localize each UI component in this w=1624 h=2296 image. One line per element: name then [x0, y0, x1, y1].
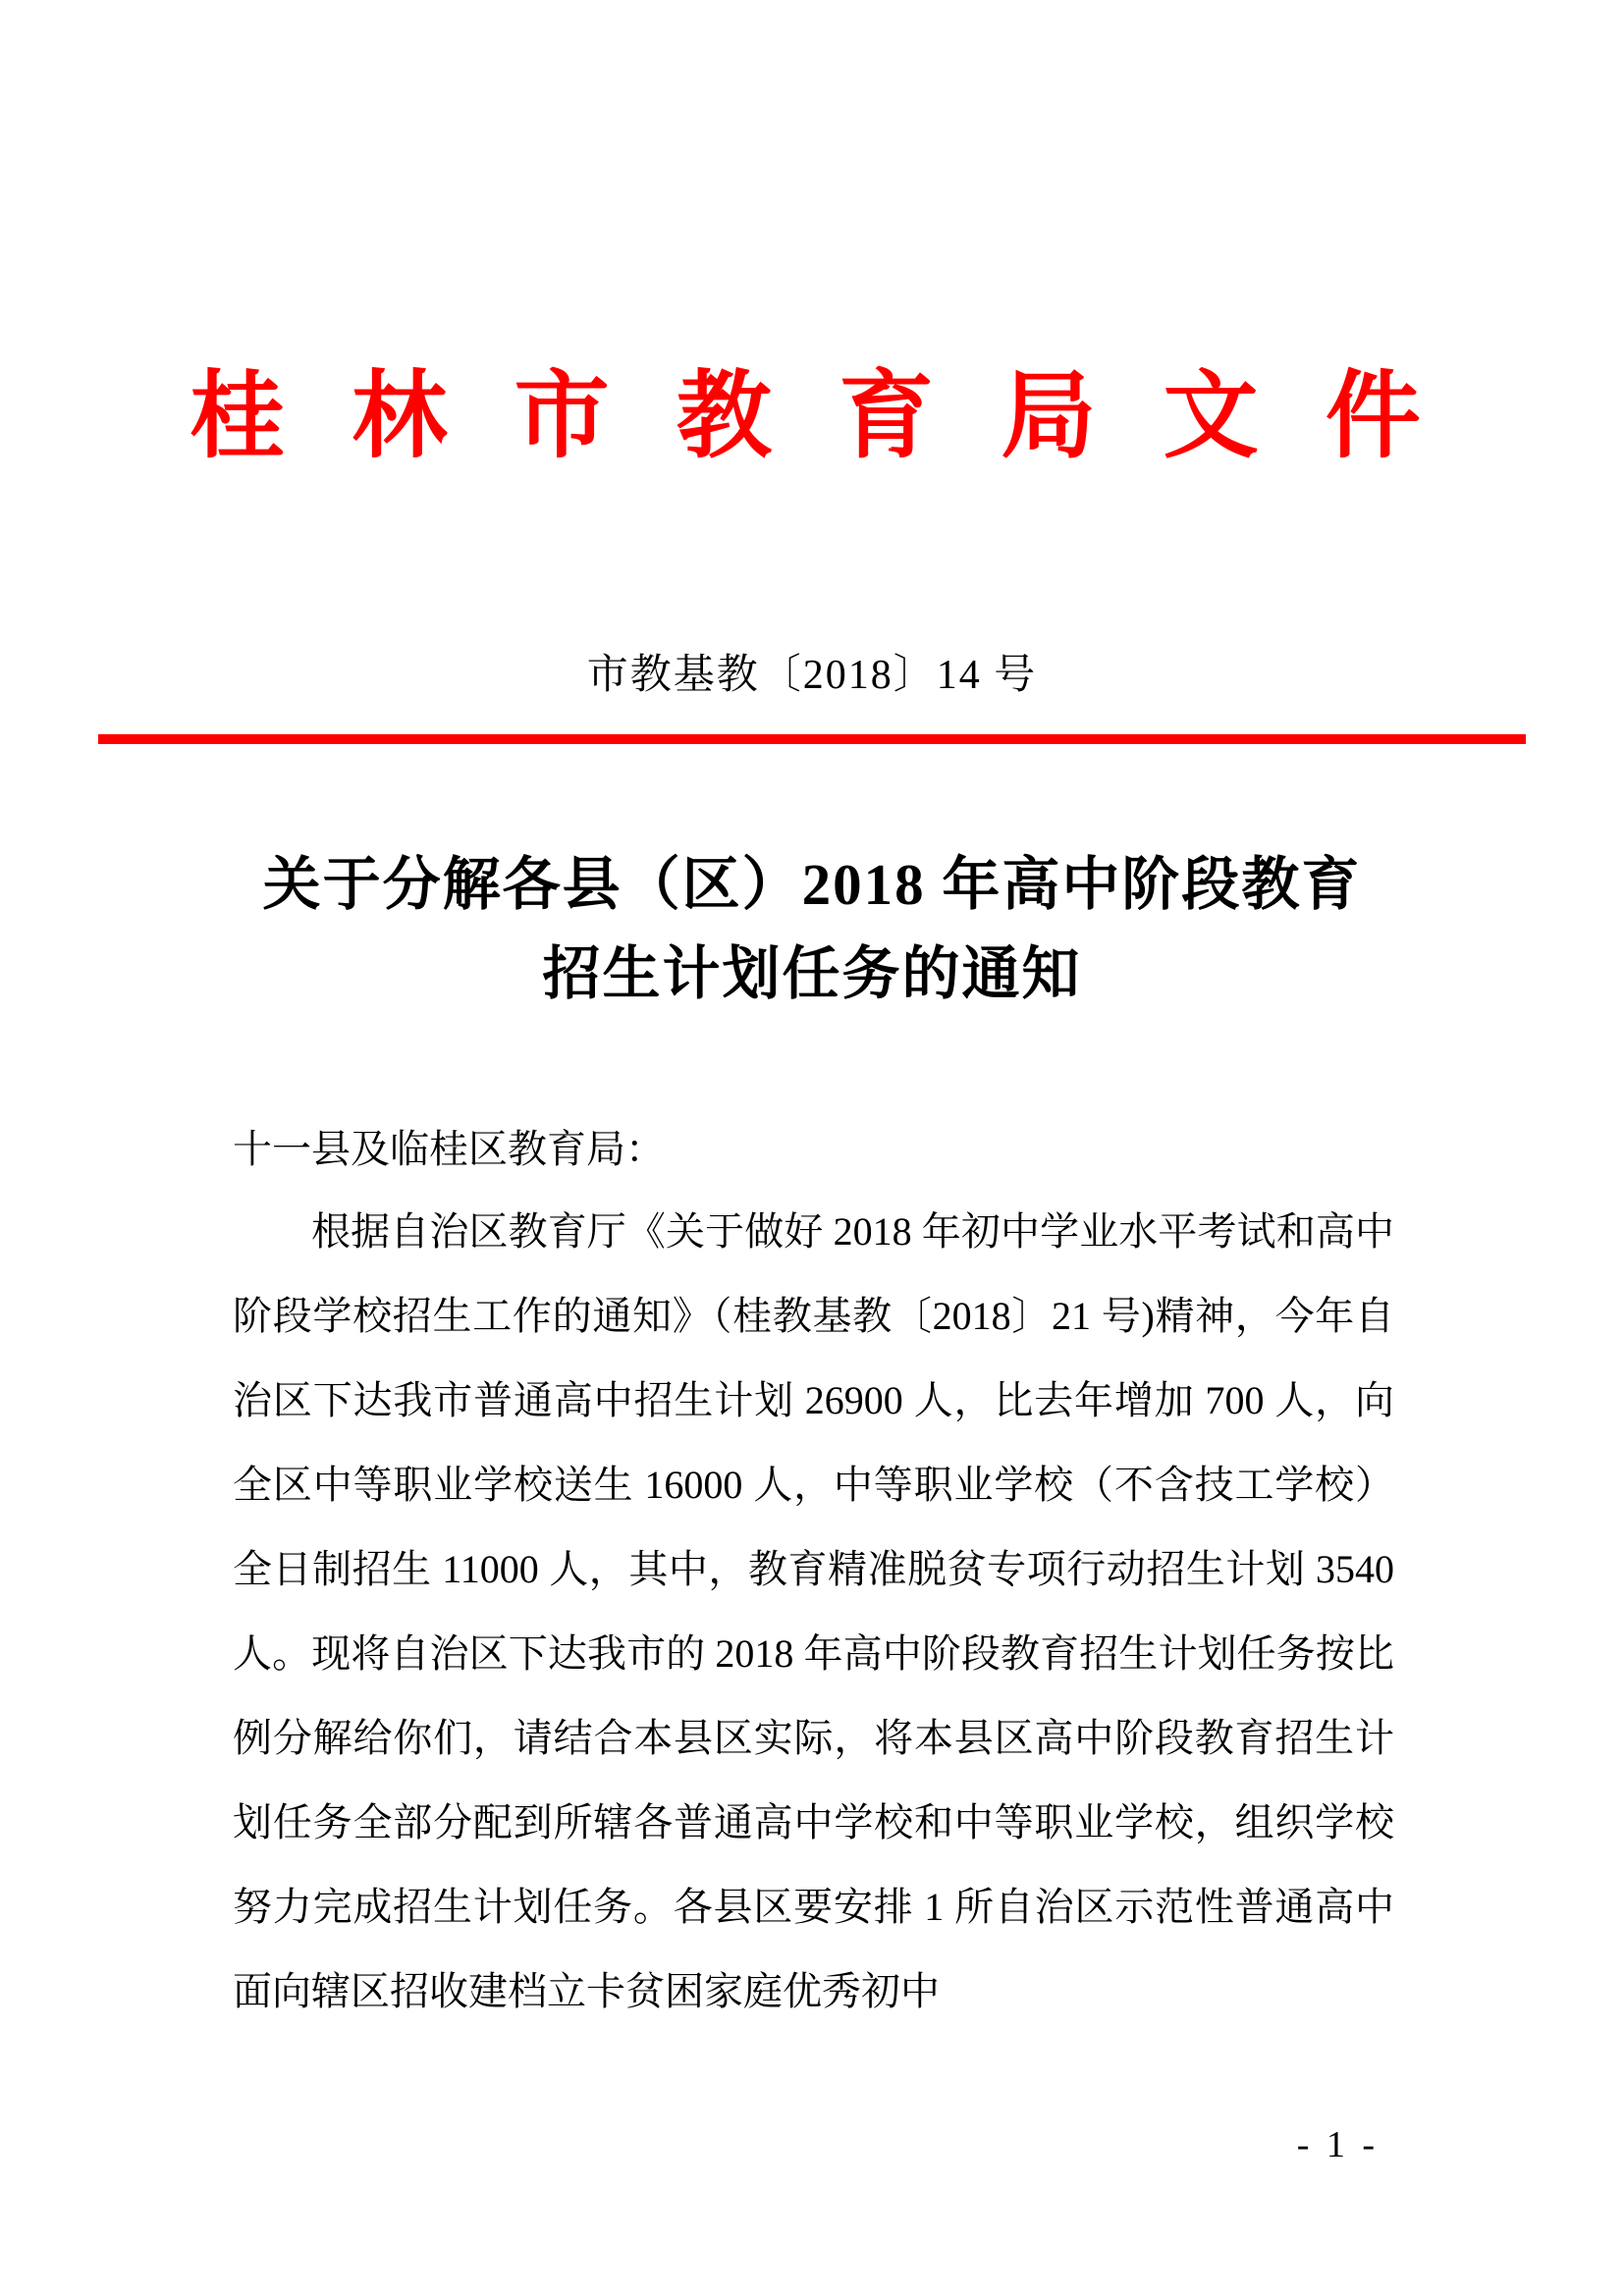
document-number: 市教基教〔2018〕14 号: [586, 653, 1038, 698]
page-number: - 1 -: [1296, 2124, 1379, 2165]
agency-title: 桂 林 市 教 育 局 文 件: [189, 364, 1435, 469]
body-paragraph: 根据自治区教育厅《关于做好 2018 年初中学业水平考试和高中阶段学校招生工作的通知》（桂教基教〔2018〕21 号)精神，今年自治区下达我市普通高中招生计划 26900 人，比去年增加 700 人，向全区中等职业学校送生 16000 人，中等职业学校（不含技工学校）全日制招生 11000 人，其中，教育精准脱贫专项行动招生计划 3540 人。现将自治区下达我市的 2018 年高中阶段教育招生计划任务按比例分解给你们，请结合本县区实际，将本县区高中阶段教育招生计划任务全部分配到所辖各普通高中学校和中等职业学校，组织学校努力完成招生计划任务。各县区要安排 1 所自治区示范性普通高中面向辖区招收建档立卡贫困家庭优秀初中: [233, 1209, 1394, 2013]
document-title: [0, 840, 1624, 1019]
document-title-line1: 关于分解各县（区）2018 年高中阶段教育: [262, 852, 1362, 917]
document-title-line2: 招生计划任务的通知: [542, 941, 1082, 1006]
red-divider-line: [98, 734, 1526, 744]
salutation: 十一县及临桂区教育局：: [233, 1127, 665, 1171]
